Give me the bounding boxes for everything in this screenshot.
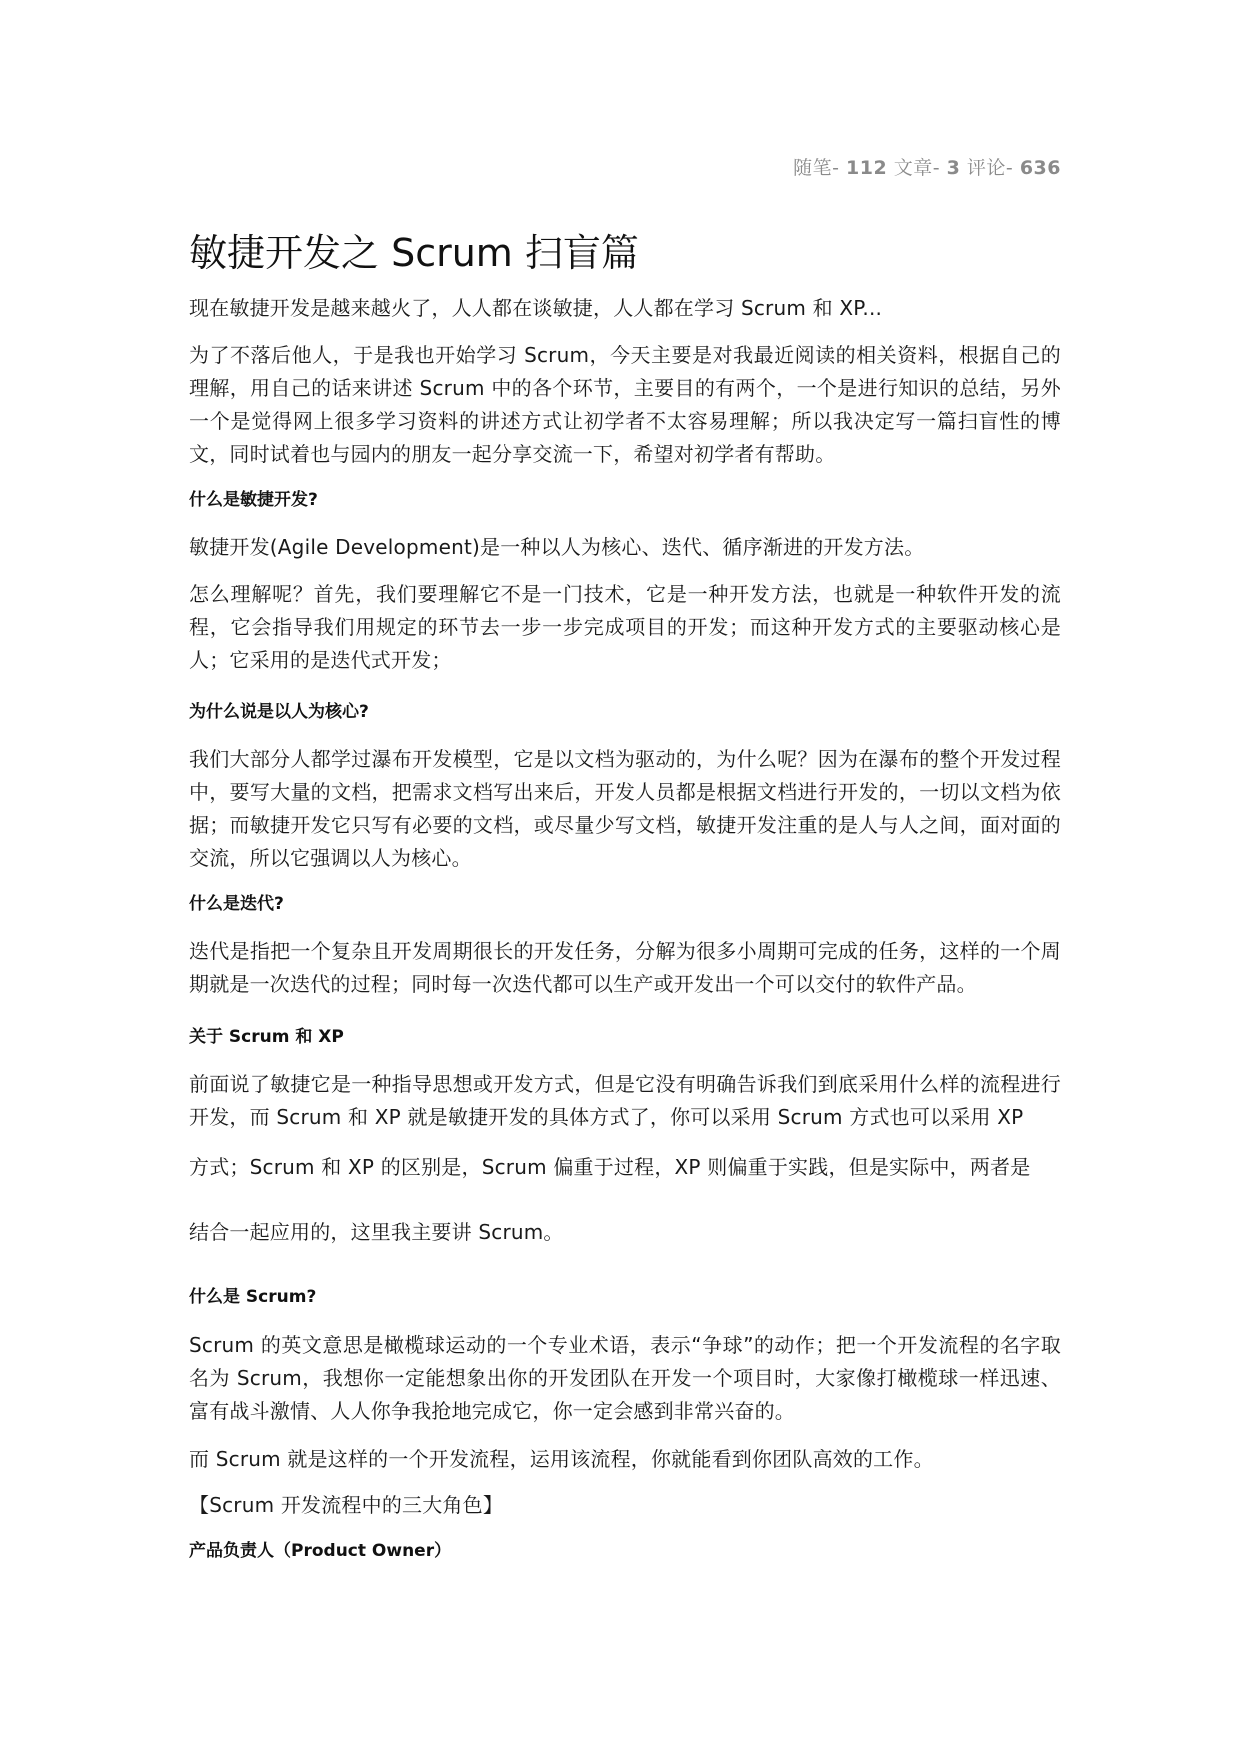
document-page [189, 0, 1061, 1754]
comments-count: 636 [1019, 157, 1061, 179]
heading-people-centric: 为什么说是以人为核心? [189, 702, 369, 722]
agile-explanation-paragraph: 怎么理解呢？首先，我们要理解它不是一门技术，它是一种开发方法，也就是一种软件开发的流程，它会指导我们用规定的环节去一步一步完成项目的开发；而这种开发方式的主要驱动核心是人；它采用的是迭代式开发； [189, 582, 1061, 672]
motivation-paragraph: 为了不落后他人，于是我也开始学习 Scrum，今天主要是对我最近阅读的相关资料，根据自己的理解，用自己的话来讲述 Scrum 中的各个环节，主要目的有两个，一个是进行知识的总结，另外一个是觉得网上很多学习资料的讲述方式让初学者不太容易理解；所以我决定写一篇扫盲性的博文，同时试着也与园内的朋友一起分享交流一下，希望对初学者有帮助。 [189, 343, 1061, 466]
page-title: 敏捷开发之 Scrum 扫盲篇 [189, 231, 639, 275]
scrum-xp-paragraph: 前面说了敏捷它是一种指导思想或开发方式，但是它没有明确告诉我们到底采用什么样的流程进行开发，而 Scrum 和 XP 就是敏捷开发的具体方式了，你可以采用 Scrum 方式也可以采用 XP [189, 1072, 1061, 1129]
posts-label: 随笔- [793, 157, 847, 179]
scrum-process-paragraph: 而 Scrum 就是这样的一个开发流程，运用该流程，你就能看到你团队高效的工作。 [189, 1447, 934, 1471]
iteration-paragraph: 迭代是指把一个复杂且开发周期很长的开发任务，分解为很多小周期可完成的任务，这样的一个周期就是一次迭代的过程；同时每一次迭代都可以生产或开发出一个可以交付的软件产品。 [189, 939, 1061, 996]
articles-label: 文章- [887, 157, 947, 179]
people-centric-paragraph: 我们大部分人都学过瀑布开发模型，它是以文档为驱动的，为什么呢？因为在瀑布的整个开发过程中，要写大量的文档，把需求文档写出来后，开发人员都是根据文档进行开发的，一切以文档为依据；而敏捷开发它只写有必要的文档，或尽量少写文档，敏捷开发注重的是人与人之间，面对面的交流，所以它强调以人为核心。 [189, 747, 1061, 870]
heading-what-is-iteration: 什么是迭代? [189, 894, 284, 914]
intro-paragraph: 现在敏捷开发是越来越火了，人人都在谈敏捷，人人都在学习 Scrum 和 XP... [189, 296, 883, 320]
heading-what-is-agile: 什么是敏捷开发? [189, 490, 318, 510]
scrum-xp-paragraph-line-3: 方式；Scrum 和 XP 的区别是，Scrum 偏重于过程，XP 则偏重于实践，但是实际中，两者是 [189, 1155, 1031, 1179]
posts-count: 112 [846, 157, 888, 179]
scrum-roles-heading: 【Scrum 开发流程中的三大角色】 [189, 1493, 504, 1517]
agile-definition-paragraph: 敏捷开发(Agile Development)是一种以人为核心、迭代、循序渐进的开发方法。 [189, 535, 925, 559]
blog-stats [793, 153, 1061, 180]
comments-label: 评论- [960, 157, 1020, 179]
heading-product-owner: 产品负责人（Product Owner） [189, 1541, 452, 1561]
heading-what-is-scrum: 什么是 Scrum? [189, 1287, 317, 1307]
scrum-xp-paragraph-line-4: 结合一起应用的，这里我主要讲 Scrum。 [189, 1220, 564, 1244]
articles-count: 3 [946, 157, 961, 179]
heading-scrum-and-xp: 关于 Scrum 和 XP [189, 1027, 344, 1047]
scrum-meaning-paragraph: Scrum 的英文意思是橄榄球运动的一个专业术语，表示“争球”的动作；把一个开发流程的名字取名为 Scrum，我想你一定能想象出你的开发团队在开发一个项目时，大家像打橄榄球一样迅速、富有战斗激情、人人你争我抢地完成它，你一定会感到非常兴奋的。 [189, 1333, 1061, 1423]
